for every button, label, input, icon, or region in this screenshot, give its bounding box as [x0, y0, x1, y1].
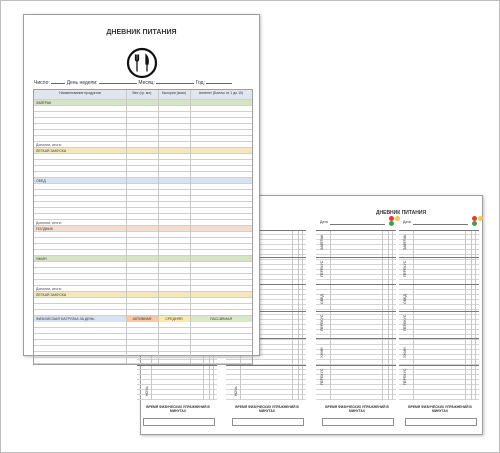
section-note: Дополни, итоги:	[34, 286, 252, 292]
exercise-caption: ВРЕМЯ ФИЗИЧЕСКИХ УПРАЖНЕНИЙ В МИНУТАХ	[146, 405, 210, 413]
meal-separator	[137, 365, 217, 366]
activity-option[interactable]: АКТИВНАЯ	[126, 316, 158, 322]
meal-label: ПЕРЕКУС	[320, 368, 324, 385]
meal-separator	[316, 284, 396, 285]
meal-label: НОЧЬ	[145, 386, 149, 396]
meal-separator	[399, 311, 479, 312]
meal-label: УЖИН	[320, 347, 324, 358]
exercise-caption: ВРЕМЯ ФИЗИЧЕСКИХ УПРАЖНЕНИЙ В МИНУТАХ	[325, 405, 389, 413]
meal-separator	[316, 230, 396, 231]
meal-label: НОЧЬ	[234, 386, 238, 396]
table-header	[34, 90, 252, 100]
meal-label: ОБЕД	[403, 294, 407, 304]
meal-label: ЗАВТРАК	[320, 234, 324, 250]
meal-label: ПЕРЕКУС	[403, 260, 407, 277]
weekly-diary-title: ДНЕВНИК ПИТАНИЯ	[375, 210, 427, 216]
weekday-field-label: День недели:	[66, 80, 98, 86]
section-note: Дополни, итоги:	[34, 142, 252, 148]
daily-diary-sheet	[23, 14, 260, 356]
table-row[interactable]	[34, 358, 252, 364]
column-header: Наименование продуктов	[59, 91, 101, 95]
day-field-label: Число:	[34, 80, 50, 86]
exercise-minutes-box[interactable]	[143, 418, 215, 426]
mood-indicator-dot[interactable]	[472, 221, 477, 226]
grid-divider	[388, 230, 389, 400]
meal-separator	[316, 257, 396, 258]
meal-separator	[399, 230, 479, 231]
meal-label: ПЕРЕКУС	[320, 314, 324, 331]
activity-label: ФИЗИЧЕСКАЯ НАГРУЗКА ЗА ДЕНЬ	[34, 316, 126, 322]
grid-divider	[302, 230, 303, 400]
grid-row[interactable]	[137, 395, 217, 400]
grid-divider	[471, 230, 472, 400]
year-field-label: Год:	[195, 80, 205, 86]
mood-indicator-dot[interactable]	[395, 216, 400, 221]
grid-divider	[298, 230, 299, 400]
grid-divider	[413, 230, 414, 400]
meal-label: ОБЕД	[320, 294, 324, 304]
meal-separator	[399, 284, 479, 285]
day-field[interactable]	[51, 78, 65, 84]
date-field-label: Дата	[403, 220, 411, 224]
meal-separator	[226, 365, 306, 366]
meal-separator	[316, 338, 396, 339]
meal-label: ПЕРЕКУС	[403, 368, 407, 385]
month-field[interactable]	[156, 78, 194, 84]
date-field-label: Дата	[320, 220, 328, 224]
grid-divider	[330, 230, 331, 400]
exercise-minutes-box[interactable]	[405, 418, 477, 426]
section-note: Дополни, итоги:	[34, 220, 252, 226]
plate-fork-knife-icon	[126, 47, 158, 79]
daily-diary-title: ДНЕВНИК ПИТАНИЯ	[106, 29, 177, 36]
grid-divider	[392, 230, 393, 400]
mood-indicator-dot[interactable]	[478, 216, 483, 221]
section-header: ЛЕГКАЯ ЗАКУСКА	[34, 292, 252, 298]
month-field-label: Месяц:	[138, 80, 155, 86]
exercise-caption: ВРЕМЯ ФИЗИЧЕСКИХ УПРАЖНЕНИЙ В МИНУТАХ	[235, 405, 299, 413]
grid-divider	[475, 230, 476, 400]
exercise-minutes-box[interactable]	[322, 418, 394, 426]
date-field[interactable]	[330, 224, 385, 225]
column-header: Калории (ккал)	[161, 91, 187, 95]
date-fields	[34, 78, 251, 86]
mood-indicator-dot[interactable]	[389, 221, 394, 226]
section-header: ЗАВТРАК	[34, 100, 252, 106]
exercise-minutes-box[interactable]	[232, 418, 304, 426]
food-table	[33, 89, 253, 365]
column-divider	[190, 90, 191, 364]
meal-separator	[399, 338, 479, 339]
grid-row[interactable]	[226, 395, 306, 400]
weekday-field[interactable]	[99, 78, 137, 84]
section-header: ПОЛДНИК	[34, 226, 252, 232]
column-header: Вес (гр. мл)	[132, 91, 152, 95]
exercise-caption: ВРЕМЯ ФИЗИЧЕСКИХ УПРАЖНЕНИЙ В МИНУТАХ	[408, 405, 472, 413]
grid-row[interactable]	[399, 395, 479, 400]
grid-divider	[465, 230, 466, 400]
section-header: ЛЕГКАЯ ЗАКУСКА	[34, 148, 252, 154]
meal-separator	[399, 257, 479, 258]
meal-label: ЗАВТРАК	[403, 234, 407, 250]
column-header: Аппетит (Баллы от 1 до 10)	[198, 91, 244, 95]
column-divider	[158, 90, 159, 364]
meal-separator	[316, 311, 396, 312]
activity-option[interactable]: ПАССИВНАЯ	[190, 316, 252, 322]
column-divider	[126, 90, 127, 364]
meal-label: ПЕРЕКУС	[320, 260, 324, 277]
activity-option[interactable]: СРЕДНЯЯ	[158, 316, 190, 322]
grid-divider	[292, 230, 293, 400]
meal-separator	[316, 365, 396, 366]
year-field[interactable]	[206, 78, 232, 84]
meal-grid	[316, 230, 396, 400]
section-header: УЖИН	[34, 256, 252, 262]
meal-separator	[399, 365, 479, 366]
section-header: ОБЕД	[34, 178, 252, 184]
meal-label: УЖИН	[403, 347, 407, 358]
grid-divider	[382, 230, 383, 400]
grid-row[interactable]	[316, 395, 396, 400]
meal-grid	[399, 230, 479, 400]
meal-label: ПЕРЕКУС	[403, 314, 407, 331]
date-field[interactable]	[413, 224, 468, 225]
